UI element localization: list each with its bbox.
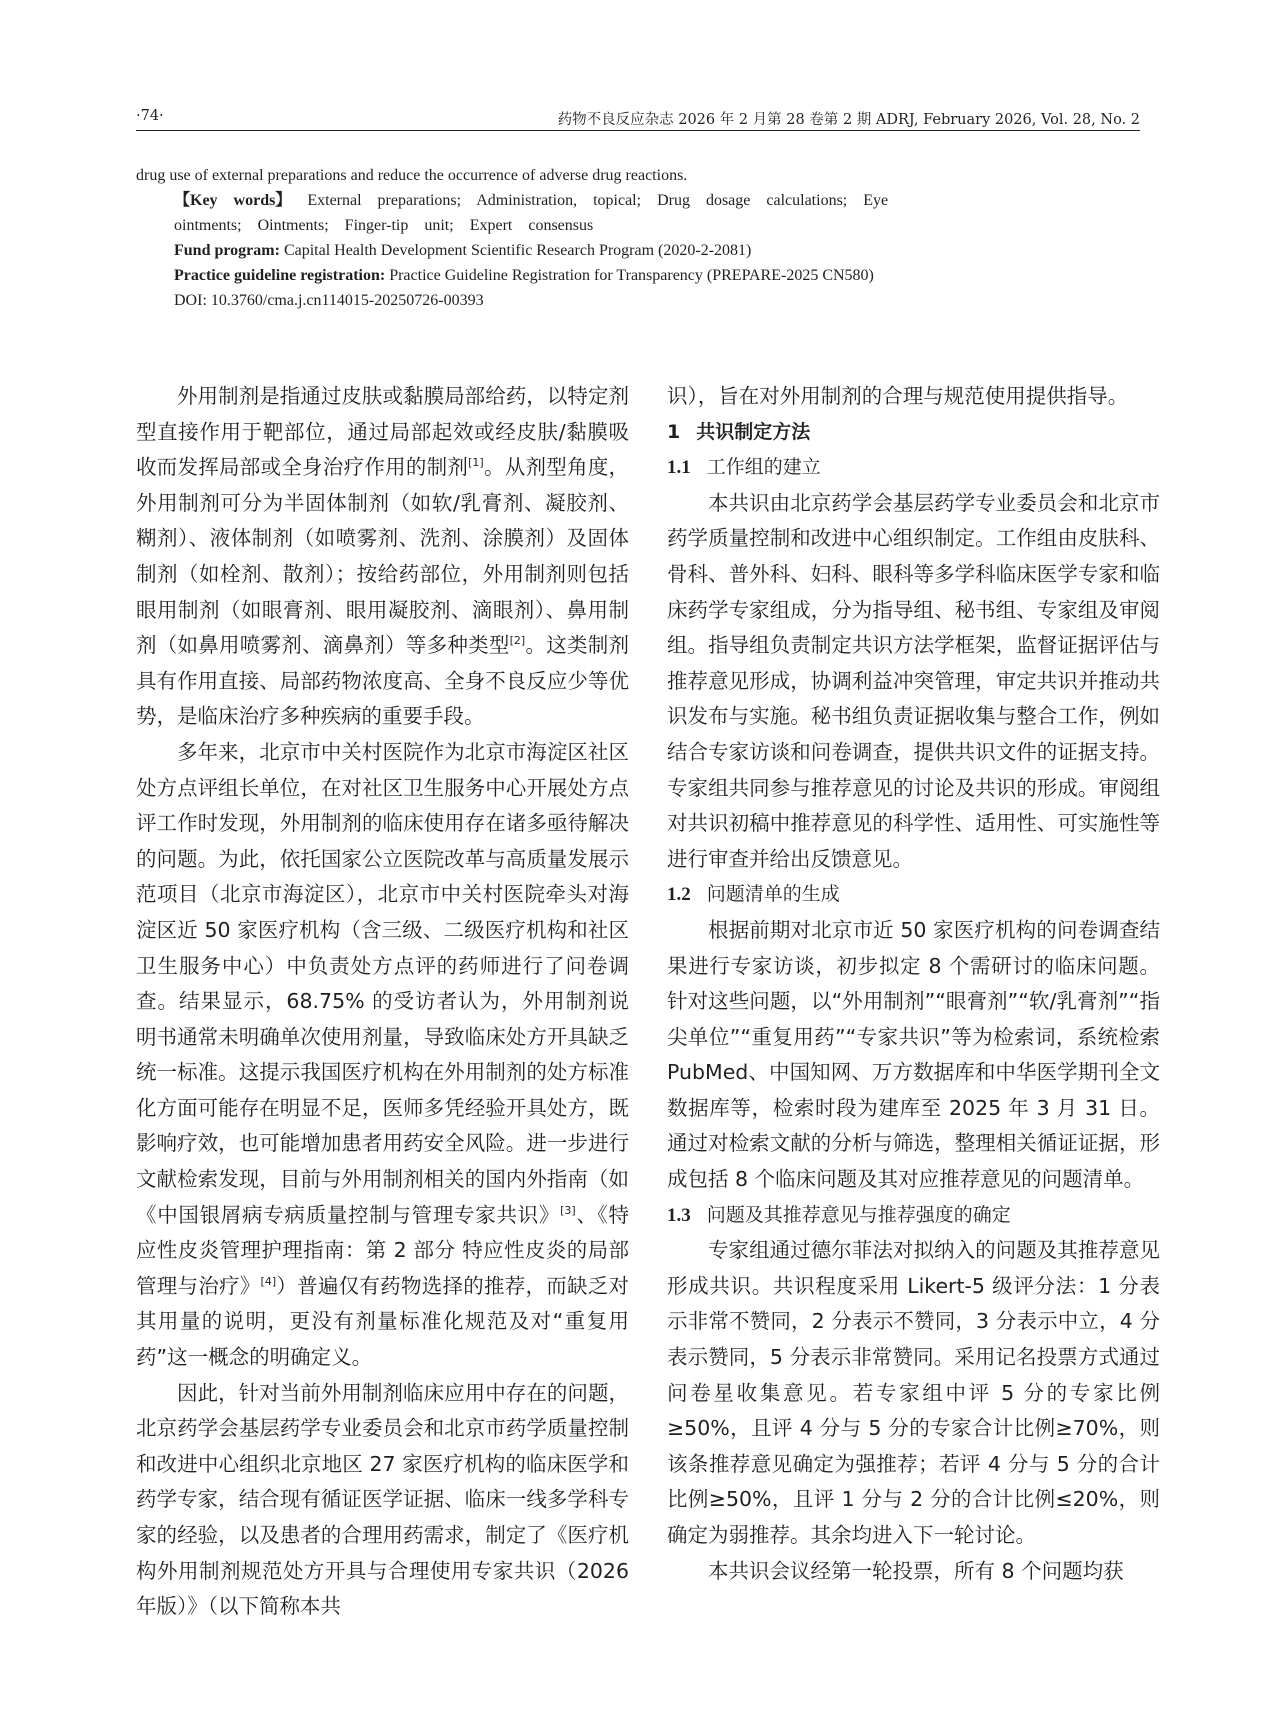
section-1-3-paragraph: 专家组通过德尔菲法对拟纳入的问题及其推荐意见形成共识。共识程度采用 Likert-5 级评分法：1 分表示非常不赞同，2 分表示不赞同，3 分表示中立，4 分表示赞同，5 分表示非常赞同。采用记名投票方式通过问卷星收集意见。若专家组中评 5 分的专家比例≥50%，且评 4 分与 5 分的专家合计比例≥70%，则该条推荐意见确定为强推荐；若评 4 分与 5 分的合计比例≥50%，且评 1 分与 2 分的合计比例≤20%，则确定为弱推荐。其余均进入下一轮讨论。 [667,1238,1160,1547]
keyword: Administration, topical; [476,192,642,209]
registration-label: Practice guideline registration: [174,267,386,284]
running-header [136,106,1140,131]
keywords-label: 【Key words】 [174,192,292,209]
keyword: External preparations; [307,192,462,209]
doi-line: DOI: 10.3760/cma.j.cn114015-20250726-00393 [174,292,484,309]
keyword: Drug dosage calculations; [657,192,848,209]
page-number: ·74· [136,108,164,124]
intro-paragraph-3-continued: 识），旨在对外用制剂的合理与规范使用提供指导。 [667,384,1129,408]
citation-4[interactable]: [4] [260,1274,277,1288]
journal-citation: 药物不良反应杂志 2026 年 2 月第 28 卷第 2 期 ADRJ, February 2026, Vol. 28, No. 2 [557,112,1140,128]
abstract-continuation: drug use of external preparations and reduce the occurrence of adverse drug reactions. [136,167,688,184]
fund-program-line [136,238,944,263]
english-abstract-tail [136,163,944,313]
citation-1[interactable]: [1] [468,456,484,470]
left-column [136,379,629,1625]
keyword: Finger-tip unit; [344,217,454,234]
registration-text: Practice Guideline Registration for Transparency (PREPARE-2025 CN580) [389,267,874,284]
right-column [667,379,1160,1589]
fund-label: Fund program: [174,242,280,259]
subsection-heading-1-3: 1.3 问题及其推荐意见与推荐强度的确定 [667,1203,1011,1226]
subsection-heading-1-2: 1.2 问题清单的生成 [667,883,840,906]
section-heading-1: 1 共识制定方法 [667,420,811,443]
keyword: Expert consensus [469,217,594,234]
keyword: Ointments; [257,217,329,234]
intro-paragraph-1: 外用制剂是指通过皮肤或黏膜局部给药，以特定剂型直接作用于靶部位，通过局部起效或经皮肤/黏膜吸收而发挥局部或全身治疗作用的制剂[1]。从剂型角度，外用制剂可分为半固体制剂（如软/乳膏剂、凝胶剂、糊剂）、液体制剂（如喷雾剂、洗剂、涂膜剂）及固体制剂（如栓剂、散剂）；按给药部位，外用制剂则包括眼用制剂（如眼膏剂、眼用凝胶剂、滴眼剂）、鼻用制剂（如鼻用喷雾剂、滴鼻剂）等多种类型[2]。这类制剂具有作用直接、局部药物浓度高、全身不良反应少等优势，是临床治疗多种疾病的重要手段。 [136,384,630,729]
registration-line [136,263,944,288]
section-1-3-paragraph-2: 本共识会议经第一轮投票，所有 8 个问题均获 [708,1558,1124,1583]
intro-paragraph-2: 多年来，北京市中关村医院作为北京市海淀区社区处方点评组长单位，在对社区卫生服务中心开展处方点评工作时发现，外用制剂的临床使用存在诸多亟待解决的问题。为此，依托国家公立医院改革与高质量发展示范项目（北京市海淀区），北京市中关村医院牵头对海淀区近 50 家医疗机构（含三级、二级医疗机构和社区卫生服务中心）中负责处方点评的药师进行了问卷调查。结果显示，68.75% 的受访者认为，外用制剂说明书通常未明确单次使用剂量，导致临床处方开具缺乏统一标准。这提示我国医疗机构在外用制剂的处方标准化方面可能存在明显不足，医师多凭经验开具处方，既影响疗效，也可能增加患者用药安全风险。进一步进行文献检索发现，目前与外用制剂相关的国内外指南（如《中国银屑病专病质量控制与管理专家共识》[3]、《特应性皮炎管理护理指南：第 2 部分 特应性皮炎的局部管理与治疗》[4]）普遍仅有药物选择的推荐，而缺乏对其用量的说明，更没有剂量标准化规范及对“重复用药”这一概念的明确定义。 [136,739,630,1370]
section-1-2-paragraph: 根据前期对北京市近 50 家医疗机构的问卷调查结果进行专家访谈，初步拟定 8 个需研讨的临床问题。针对这些问题，以“外用制剂”“眼膏剂”“软/乳膏剂”“指尖单位”“重复用药”“专家共识”等为检索词，系统检索 PubMed、中国知网、万方数据库和中华医学期刊全文数据库等，检索时段为建库至 2025 年 3 月 31 日。通过对检索文献的分析与筛选，整理相关循证证据，形成包括 8 个临床问题及其对应推荐意见的问题清单。 [667,917,1160,1192]
subsection-heading-1-1: 1.1 工作组的建立 [667,456,821,479]
fund-text: Capital Health Development Scientific Research Program (2020-2-2081) [283,242,752,259]
citation-3[interactable]: [3] [560,1203,576,1217]
keywords-line [136,188,944,238]
intro-paragraph-3: 因此，针对当前外用制剂临床应用中存在的问题，北京药学会基层药学专业委员会和北京市药学质量控制和改进中心组织北京地区 27 家医疗机构的临床医学和药学专家，结合现有循证医学证据、临床一线多学科专家的经验，以及患者的合理用药需求，制定了《医疗机构外用制剂规范处方开具与合理使用专家共识（2026 年版）》（以下简称本共 [136,1380,629,1619]
section-1-1-paragraph: 本共识由北京药学会基层药学专业委员会和北京市药学质量控制和改进中心组织制定。工作组由皮肤科、骨科、普外科、妇科、眼科等多学科临床医学专家和临床药学专家组成，分为指导组、秘书组、专家组及审阅组。指导组负责制定共识方法学框架，监督证据评估与推荐意见形成，协调利益冲突管理，审定共识并推动共识发布与实施。秘书组负责证据收集与整合工作，例如结合专家访谈和问卷调查，提供共识文件的证据支持。专家组共同参与推荐意见的讨论及共识的形成。审阅组对共识初稿中推荐意见的科学性、适用性、可实施性等进行审查并给出反馈意见。 [667,490,1160,871]
citation-2[interactable]: [2] [509,634,526,648]
keyword: Eye ointments; [174,192,889,234]
